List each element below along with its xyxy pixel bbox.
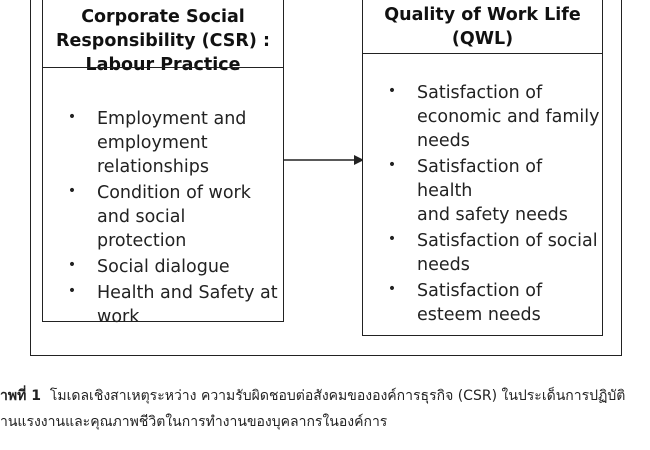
qwl-list-item — [385, 279, 603, 327]
csr-item-line: employment — [97, 133, 208, 153]
caption-text: โมเดลเชิงสาเหตุระหว่าง ความรับผิดชอบต่อสังคมขององค์การธุรกิจ (CSR) ในประเด็นการปฏิบัติ — [49, 388, 626, 404]
causal-arrow — [284, 150, 364, 170]
bullet-icon: • — [387, 281, 397, 297]
qwl-item-line: Satisfaction of health — [417, 157, 543, 201]
qwl-item-line: esteem needs — [417, 305, 541, 325]
bullet-icon: • — [387, 83, 397, 99]
csr-list-item — [65, 255, 280, 279]
csr-item-line: and social protection — [97, 207, 187, 251]
csr-list-item — [65, 107, 280, 179]
bullet-icon: • — [67, 257, 77, 273]
csr-item-line: relationships — [97, 157, 209, 177]
figure-caption — [0, 383, 650, 435]
qwl-item-line: Satisfaction of — [417, 83, 543, 103]
qwl-box-title — [363, 3, 602, 51]
csr-title-line: Corporate Social — [81, 7, 245, 27]
qwl-list-item — [385, 81, 603, 153]
qwl-list-item — [385, 155, 603, 227]
bullet-icon: • — [67, 183, 77, 199]
csr-title-line: Labour Practice — [85, 55, 241, 75]
csr-list-item — [65, 281, 280, 329]
csr-item-line: Condition of work — [97, 183, 251, 203]
qwl-item-line: economic and family — [417, 107, 600, 127]
csr-title-divider — [43, 67, 283, 68]
qwl-box — [362, 0, 603, 336]
bullet-icon: • — [67, 283, 77, 299]
csr-item-list — [65, 107, 280, 331]
csr-item-line: Health and Safety at — [97, 283, 278, 303]
qwl-item-line: Satisfaction of social — [417, 231, 598, 251]
qwl-item-line: needs — [417, 255, 470, 275]
caption-label: าพที่ 1 — [0, 388, 41, 404]
caption-line-2: านแรงงานและคุณภาพชีวิตในการทำงานของบุคลากรในองค์การ — [0, 414, 388, 430]
qwl-title-divider — [363, 53, 602, 54]
qwl-list-item — [385, 229, 603, 277]
bullet-icon: • — [387, 231, 397, 247]
csr-box — [42, 0, 284, 327]
bullet-icon: • — [67, 109, 77, 125]
csr-item-line: Social dialogue — [97, 257, 230, 277]
qwl-title-line: Quality of Work Life — [384, 5, 581, 25]
qwl-item-line: Satisfaction of — [417, 281, 543, 301]
csr-item-line: work — [97, 307, 140, 327]
csr-item-line: Employment and — [97, 109, 247, 129]
qwl-item-line: and safety needs — [417, 205, 568, 225]
qwl-item-list — [385, 81, 603, 329]
qwl-item-line: needs — [417, 131, 470, 151]
csr-list-item — [65, 181, 280, 253]
caption-line-1 — [0, 383, 650, 409]
csr-title-line: Responsibility (CSR) : — [56, 31, 270, 51]
bullet-icon: • — [387, 157, 397, 173]
qwl-title-line: (QWL) — [451, 29, 514, 49]
